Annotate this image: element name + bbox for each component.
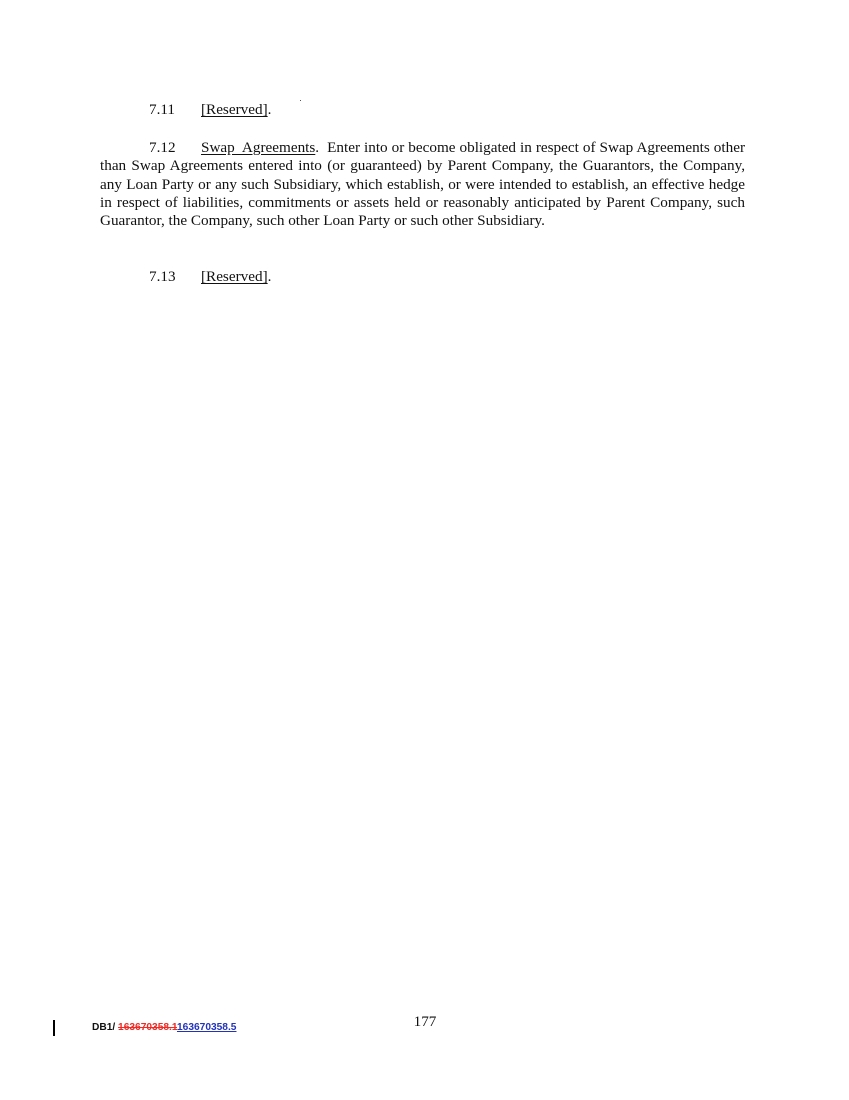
heading-period: .	[315, 139, 320, 156]
heading-period: .	[267, 101, 272, 118]
section-body: Enter into or become obligated in respect of Swap Agreements other than Swap Agreements entered into (or guaranteed) by Parent Company, the Guarantors, the Company, any Loan Party or any such Subsidiary, which establish, or were intended to establish, an effective hedge in respect of liabilities, commitments or assets held or reasonably anticipated by Parent Company, such Guarantor, the Company, such other Loan Party or such other Subsidiary.	[100, 139, 746, 230]
section-heading: [Reserved]	[201, 101, 268, 118]
section-heading: [Reserved]	[201, 268, 268, 285]
page-number: 177	[413, 1013, 437, 1030]
section-7-12	[100, 139, 745, 230]
section-7-13	[100, 268, 745, 286]
section-number: 7.12	[149, 139, 176, 156]
heading-period: .	[267, 268, 272, 285]
section-number: 7.13	[149, 268, 176, 285]
document-number-inserted: 163670358.5	[176, 1022, 237, 1033]
document-id-prefix: DB1/	[92, 1022, 119, 1033]
section-heading: Swap Agreements	[201, 139, 316, 156]
section-number: 7.11	[149, 101, 176, 118]
document-number-deleted: 163670358.1	[118, 1022, 177, 1033]
revision-change-bar	[53, 1020, 55, 1036]
document-id	[92, 1022, 236, 1034]
section-7-11	[100, 101, 745, 119]
